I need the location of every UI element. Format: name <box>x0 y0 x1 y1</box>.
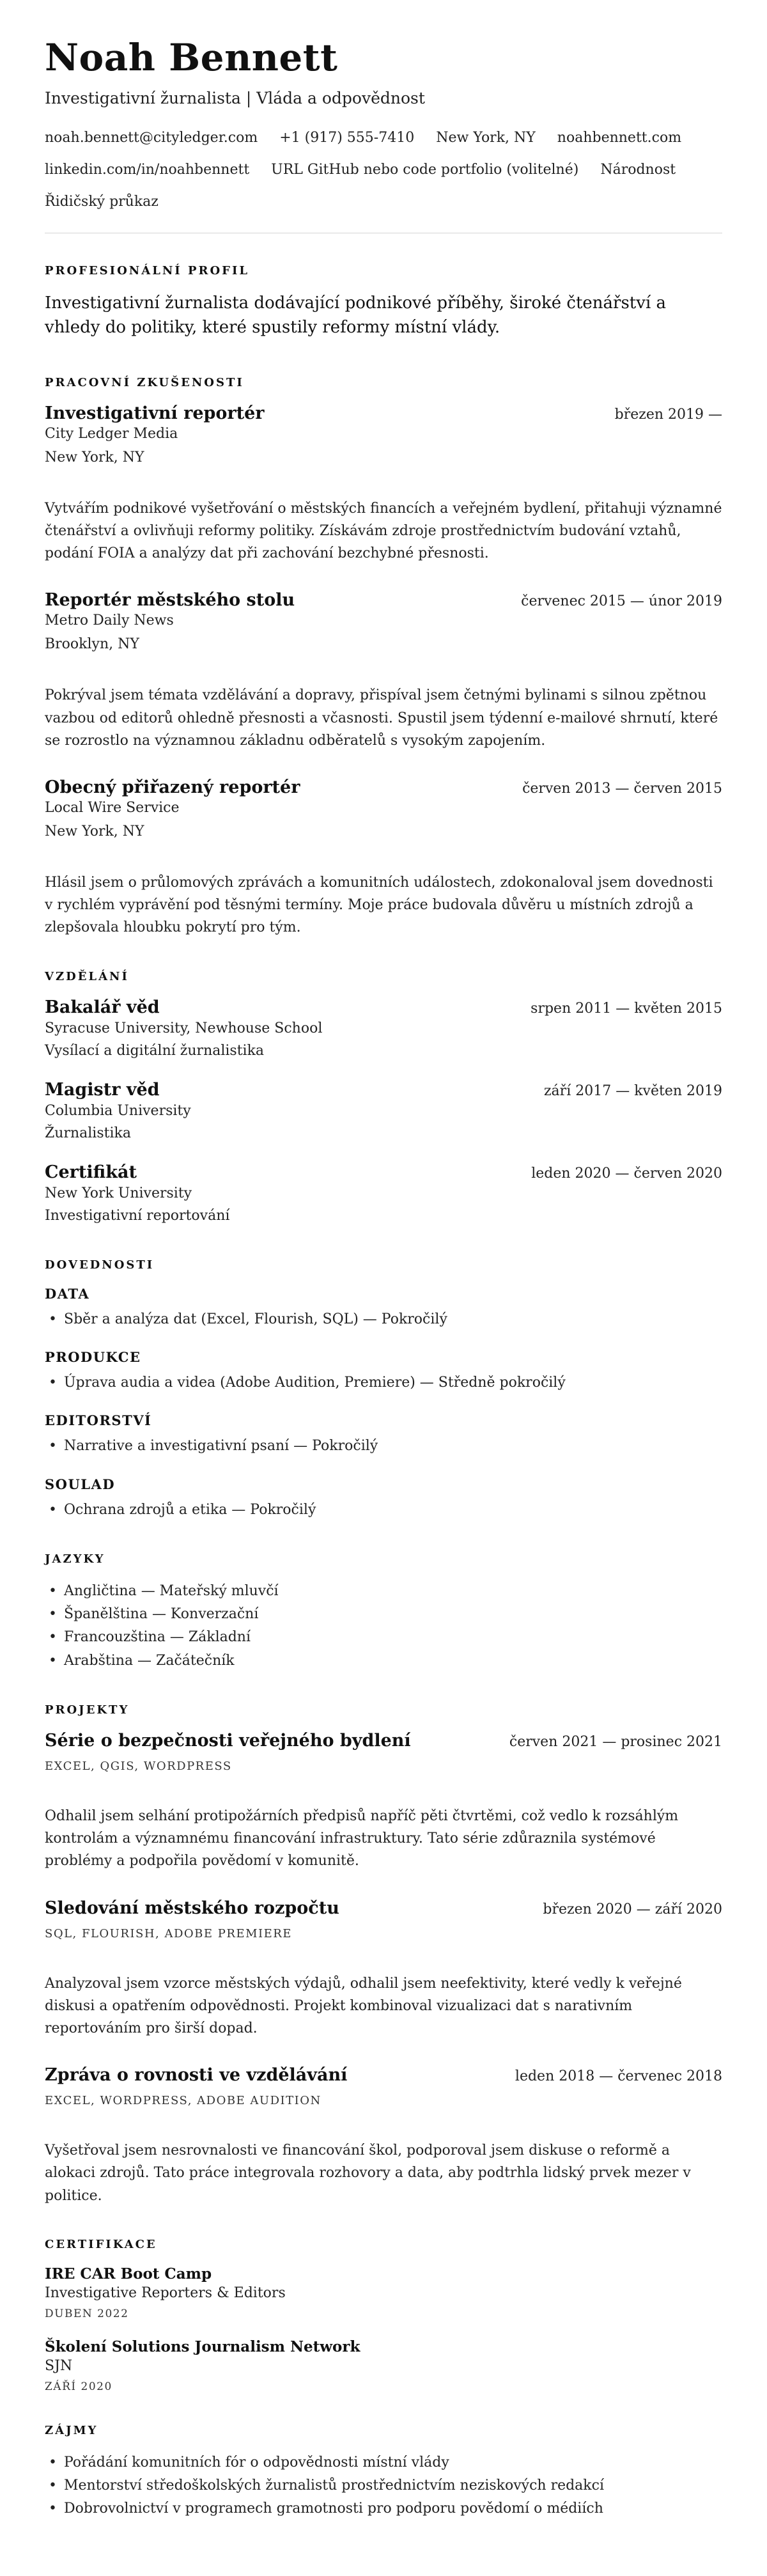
certifications-section <box>45 2238 722 2393</box>
skill-category: PRODUKCE <box>45 1348 141 1365</box>
interests-section <box>45 2424 722 2521</box>
section-title: JAZYKY <box>45 1552 105 1566</box>
education-entry <box>45 1162 722 1227</box>
certification-entry <box>45 2265 722 2320</box>
school-name: Columbia University <box>45 1102 191 1119</box>
job-title: Investigativní reportér <box>45 403 265 423</box>
experience-entry <box>45 403 722 565</box>
language-item: • Arabština — Začátečník <box>45 1650 722 1673</box>
project-entry <box>45 2065 722 2207</box>
contact-website[interactable]: noahbennett.com <box>557 129 682 146</box>
contact-info <box>45 130 722 210</box>
contact-nationality: Národnost <box>600 162 676 178</box>
degree-dates: srpen 2011 — květen 2015 <box>531 1000 722 1017</box>
skill-item: • Narrative a investigativní psaní — Pokročilý <box>45 1435 722 1458</box>
skill-list <box>45 1435 722 1458</box>
project-entry <box>45 1898 722 2040</box>
certification-issuer: Investigative Reporters & Editors <box>45 2284 286 2301</box>
section-title: ZÁJMY <box>45 2423 98 2437</box>
project-name: Zpráva o rovnosti ve vzdělávání <box>45 2065 348 2086</box>
certification-date: ZÁŘÍ 2020 <box>45 2380 112 2393</box>
skill-item: • Sběr a analýza dat (Excel, Flourish, SQL) — Pokročilý <box>45 1308 722 1331</box>
languages-section <box>45 1552 722 1673</box>
profile-summary: Investigativní žurnalista dodávající podnikové příběhy, široké čtenářství a vhledy do politiky, které spustily reformy místní vlády. <box>45 293 667 338</box>
candidate-name: Noah Bennett <box>45 36 338 79</box>
field-of-study: Vysílací a digitální žurnalistika <box>45 1042 265 1059</box>
education-entry <box>45 997 722 1062</box>
project-entry <box>45 1731 722 1873</box>
degree-title: Bakalář věd <box>45 997 160 1017</box>
job-company: Local Wire Service <box>45 799 180 816</box>
language-item: • Francouzština — Základní <box>45 1626 722 1649</box>
skill-list <box>45 1308 722 1331</box>
education-entry <box>45 1080 722 1144</box>
interest-item: • Pořádání komunitních fór o odpovědnosti místní vlády <box>45 2451 722 2474</box>
skill-list <box>45 1499 722 1522</box>
interest-item: • Mentorství středoškolských žurnalistů prostřednictvím neziskových redakcí <box>45 2474 722 2497</box>
job-dates: červenec 2015 — únor 2019 <box>521 593 722 610</box>
project-dates: březen 2020 — září 2020 <box>543 1901 722 1917</box>
project-tech: EXCEL, QGIS, WORDPRESS <box>45 1760 232 1774</box>
school-name: Syracuse University, Newhouse School <box>45 1020 323 1036</box>
projects-section <box>45 1703 722 2207</box>
job-location: Brooklyn, NY <box>45 636 139 653</box>
certification-name: Školení Solutions Journalism Network <box>45 2338 360 2355</box>
interest-list <box>45 2451 722 2521</box>
contact-phone[interactable]: +1 (917) 555-7410 <box>279 129 415 146</box>
contact-linkedin[interactable]: linkedin.com/in/noahbennett <box>45 162 250 178</box>
section-title: PRACOVNÍ ZKUŠENOSTI <box>45 375 244 389</box>
certification-date: DUBEN 2022 <box>45 2307 129 2320</box>
skill-category: EDITORSTVÍ <box>45 1412 152 1429</box>
language-item: • Angličtina — Mateřský mluvčí <box>45 1580 722 1603</box>
section-title: CERTIFIKACE <box>45 2237 157 2251</box>
skill-list <box>45 1371 722 1394</box>
job-title: Reportér městského stolu <box>45 590 295 611</box>
project-description: Vyšetřoval jsem nesrovnalosti ve financování škol, podporoval jsem diskuse o reformě a alokaci zdrojů. Tato práce integrovala rozhovory a data, aby podtrhla lidský prvek mezer v politice. <box>45 2143 691 2204</box>
job-location: New York, NY <box>45 823 144 839</box>
project-name: Série o bezpečnosti veřejného bydlení <box>45 1731 411 1751</box>
experience-entry <box>45 590 722 752</box>
job-title: Obecný přiřazený reportér <box>45 777 300 797</box>
job-description: Hlásil jsem o průlomových zprávách a komunitních událostech, zdokonaloval jsem dovednosti v rychlém vyprávění pod těsnými termíny. Moje práce budovala důvěru u místních zdrojů a zlepšovala hloubku pokrytí pro tým. <box>45 874 713 936</box>
interest-item: • Dobrovolnictví v programech gramotnosti pro podporu povědomí o médiích <box>45 2497 722 2520</box>
project-dates: červen 2021 — prosinec 2021 <box>509 1734 722 1751</box>
language-item: • Španělština — Konverzační <box>45 1603 722 1626</box>
headline: Investigativní žurnalista | Vláda a odpovědnost <box>45 88 425 107</box>
degree-title: Certifikát <box>45 1162 137 1183</box>
job-description: Vytvářím podnikové vyšetřování o městských financích a veřejném bydlení, přitahuji významné čtenářství a ovlivňuji reformy politiky. Získávám zdroje prostřednictvím budování vztahů, podání FOIA a analýzy dat při zachování bezchybné přesnosti. <box>45 500 722 562</box>
skill-item: • Úprava audia a videa (Adobe Audition, Premiere) — Středně pokročilý <box>45 1371 722 1394</box>
experience-entry <box>45 777 722 939</box>
job-company: City Ledger Media <box>45 425 178 442</box>
section-title: PROJEKTY <box>45 1703 130 1717</box>
experience-section <box>45 376 722 939</box>
certification-name: IRE CAR Boot Camp <box>45 2265 212 2283</box>
job-dates: červen 2013 — červen 2015 <box>522 780 722 797</box>
section-title: DOVEDNOSTI <box>45 1258 155 1272</box>
degree-dates: leden 2020 — červen 2020 <box>531 1166 722 1182</box>
resume-header <box>45 38 722 210</box>
job-location: New York, NY <box>45 449 144 465</box>
skill-category: DATA <box>45 1285 90 1302</box>
skills-section <box>45 1258 722 1522</box>
job-description: Pokrýval jsem témata vzdělávání a dopravy, přispíval jsem četnými bylinami s silnou zpětnou vazbou od editorů ohledně přesnosti a včasnosti. Spustil jsem týdenní e-mailové shrnutí, které se rozrostlo na významnou základnu odběratelů s vysokým zapojením. <box>45 687 718 749</box>
contact-license: Řidičský průkaz <box>45 194 159 210</box>
education-section <box>45 970 722 1228</box>
job-dates: březen 2019 — <box>614 406 722 423</box>
skill-item: • Ochrana zdrojů a etika — Pokročilý <box>45 1499 722 1522</box>
field-of-study: Žurnalistika <box>45 1125 131 1142</box>
contact-location: New York, NY <box>436 129 536 146</box>
skill-category: SOULAD <box>45 1476 116 1492</box>
project-tech: SQL, FLOURISH, ADOBE PREMIERE <box>45 1926 292 1940</box>
job-company: Metro Daily News <box>45 613 174 629</box>
field-of-study: Investigativní reportování <box>45 1208 230 1224</box>
degree-title: Magistr věd <box>45 1079 160 1100</box>
certification-entry <box>45 2338 722 2393</box>
contact-portfolio: URL GitHub nebo code portfolio (volitelné) <box>271 162 579 178</box>
section-title: VZDĚLÁNÍ <box>45 969 129 983</box>
project-tech: EXCEL, WORDPRESS, ADOBE AUDITION <box>45 2094 322 2108</box>
language-list <box>45 1580 722 1673</box>
school-name: New York University <box>45 1185 192 1202</box>
profile-section <box>45 264 722 340</box>
project-description: Analyzoval jsem vzorce městských výdajů, odhalil jsem neefektivity, které vedly k veřejné diskusi a opatřením odpovědnosti. Projekt kombinoval vizualizaci dat s narativním reportováním pro širší dopad. <box>45 1975 682 2036</box>
project-description: Odhalil jsem selhání protipožárních předpisů napříč pěti čtvrtěmi, což vedlo k rozsáhlým kontrolám a významnému financování infrastruktury. Tato série zdůraznila systémové problémy a podpořila povědomí v komunitě. <box>45 1808 679 1870</box>
certification-issuer: SJN <box>45 2357 73 2374</box>
degree-dates: září 2017 — květen 2019 <box>543 1082 722 1099</box>
contact-email[interactable]: noah.bennett@cityledger.com <box>45 129 258 146</box>
project-name: Sledování městského rozpočtu <box>45 1898 339 1918</box>
section-title: PROFESIONÁLNÍ PROFIL <box>45 264 250 278</box>
project-dates: leden 2018 — červenec 2018 <box>515 2068 722 2085</box>
